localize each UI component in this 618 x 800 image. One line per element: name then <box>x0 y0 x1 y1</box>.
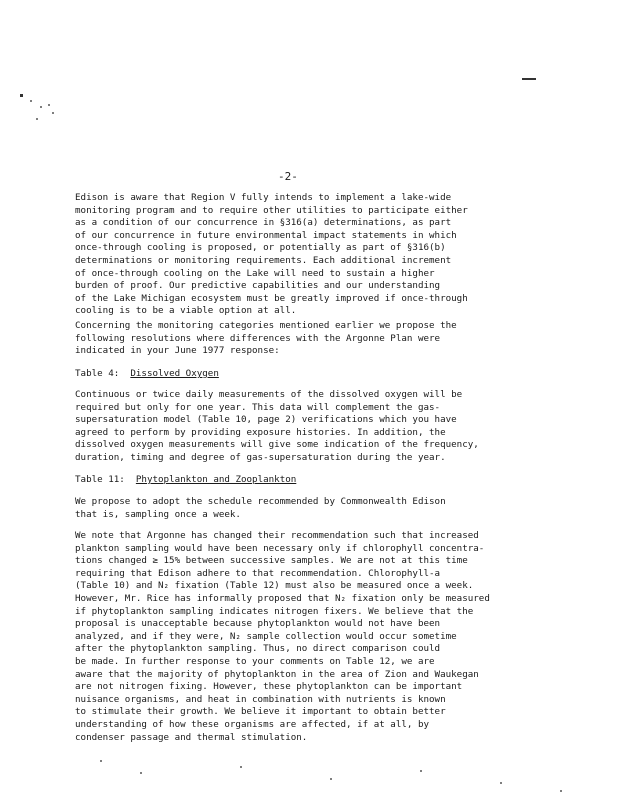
scan-speck <box>500 782 502 784</box>
text-line: burden of proof. Our predictive capabilities and our understanding <box>75 280 441 292</box>
scan-speck <box>240 766 242 768</box>
text-line: (Table 10) and N₂ fixation (Table 12) must also be measured once a week. <box>75 580 474 592</box>
paragraph-monitoring-categories <box>75 320 515 358</box>
text-line: requiring that Edison adhere to that recommendation. Chlorophyll-a <box>75 567 441 579</box>
scan-mark <box>522 78 536 80</box>
paragraph-argonne-recommendation <box>75 530 515 744</box>
paragraph-dissolved-oxygen <box>75 389 515 465</box>
paragraph-lake-wide-monitoring <box>75 192 515 318</box>
scan-speck <box>140 772 142 774</box>
page-number: -2- <box>278 170 298 183</box>
scan-speck <box>420 770 422 772</box>
scan-speck <box>40 106 42 108</box>
text-line: after the phytoplankton sampling. Thus, no direct comparison could <box>75 643 441 655</box>
text-line: Continuous or twice daily measurements of the dissolved oxygen will be <box>75 389 463 400</box>
heading-label: Table 11: <box>75 474 125 485</box>
text-line: of our concurrence in future environmental impact statements in which <box>75 229 457 241</box>
text-line: following resolutions where differences with the Argonne Plan were <box>75 332 441 344</box>
text-line: of once-through cooling on the Lake will need to sustain a higher <box>75 267 435 279</box>
text-line: supersaturation model (Table 10, page 2) verifications which you have <box>75 414 457 426</box>
text-line: analyzed, and if they were, N₂ sample collection would occur sometime <box>75 630 457 642</box>
text-line: We propose to adopt the schedule recommended by Commonwealth Edison <box>75 496 446 507</box>
text-line: of the Lake Michigan ecosystem must be greatly improved if once-through <box>75 292 468 304</box>
heading-title: Dissolved Oxygen <box>130 368 219 379</box>
text-line: proposal is unacceptable because phytoplankton would not have been <box>75 618 441 630</box>
text-line: Concerning the monitoring categories mentioned earlier we propose the <box>75 320 457 331</box>
text-line: determinations or monitoring requirements. Each additional increment <box>75 254 452 266</box>
heading-title: Phytoplankton and Zooplankton <box>135 474 297 485</box>
text-line: tions changed ≥ 15% between successive samples. We are not at this time <box>75 555 468 567</box>
text-line: cooling is to be a viable option at all. <box>75 305 297 317</box>
text-line: to stimulate their growth. We believe it important to obtain better <box>75 706 446 718</box>
heading-label: Table 4: <box>75 368 120 379</box>
scan-speck <box>52 112 54 114</box>
text-line: dissolved oxygen measurements will give some indication of the frequency, <box>75 439 479 451</box>
scan-speck <box>330 778 332 780</box>
text-line: indicated in your June 1977 response: <box>75 345 280 357</box>
text-line: condenser passage and thermal stimulation. <box>75 731 308 743</box>
table-11-heading <box>75 474 296 485</box>
text-line: understanding of how these organisms are affected, if at all, by <box>75 718 430 730</box>
text-line: that is, sampling once a week. <box>75 508 241 520</box>
scan-speck <box>100 760 102 762</box>
text-line: However, Mr. Rice has informally proposed that N₂ fixation only be measured <box>75 592 490 604</box>
text-line: are not nitrogen fixing. However, these phytoplankton can be important <box>75 681 463 693</box>
scan-speck <box>30 100 32 102</box>
text-line: if phytoplankton sampling indicates nitrogen fixers. We believe that the <box>75 605 474 617</box>
scan-speck <box>36 118 38 120</box>
text-line: We note that Argonne has changed their recommendation such that increased <box>75 530 479 541</box>
text-line: duration, timing and degree of gas-supersaturation during the year. <box>75 451 446 463</box>
text-line: required but only for one year. This data will complement the gas- <box>75 401 441 413</box>
text-line: monitoring program and to require other utilities to participate either <box>75 204 468 216</box>
paragraph-sampling-schedule <box>75 496 515 521</box>
text-line: as a condition of our concurrence in §316(a) determinations, as part <box>75 217 452 229</box>
scan-mark <box>20 94 23 97</box>
text-line: once-through cooling is proposed, or potentially as part of §316(b) <box>75 242 446 254</box>
text-line: nuisance organisms, and heat in combination with nutrients is known <box>75 693 446 705</box>
text-line: plankton sampling would have been necessary only if chlorophyll concentra- <box>75 542 485 554</box>
text-line: agreed to perform by providing exposure histories. In addition, the <box>75 426 446 438</box>
scan-speck <box>560 790 562 792</box>
scan-speck <box>48 104 50 106</box>
text-line: Edison is aware that Region V fully intends to implement a lake-wide <box>75 192 452 203</box>
table-4-heading <box>75 368 219 379</box>
text-line: aware that the majority of phytoplankton in the area of Zion and Waukegan <box>75 668 479 680</box>
text-line: be made. In further response to your comments on Table 12, we are <box>75 655 435 667</box>
